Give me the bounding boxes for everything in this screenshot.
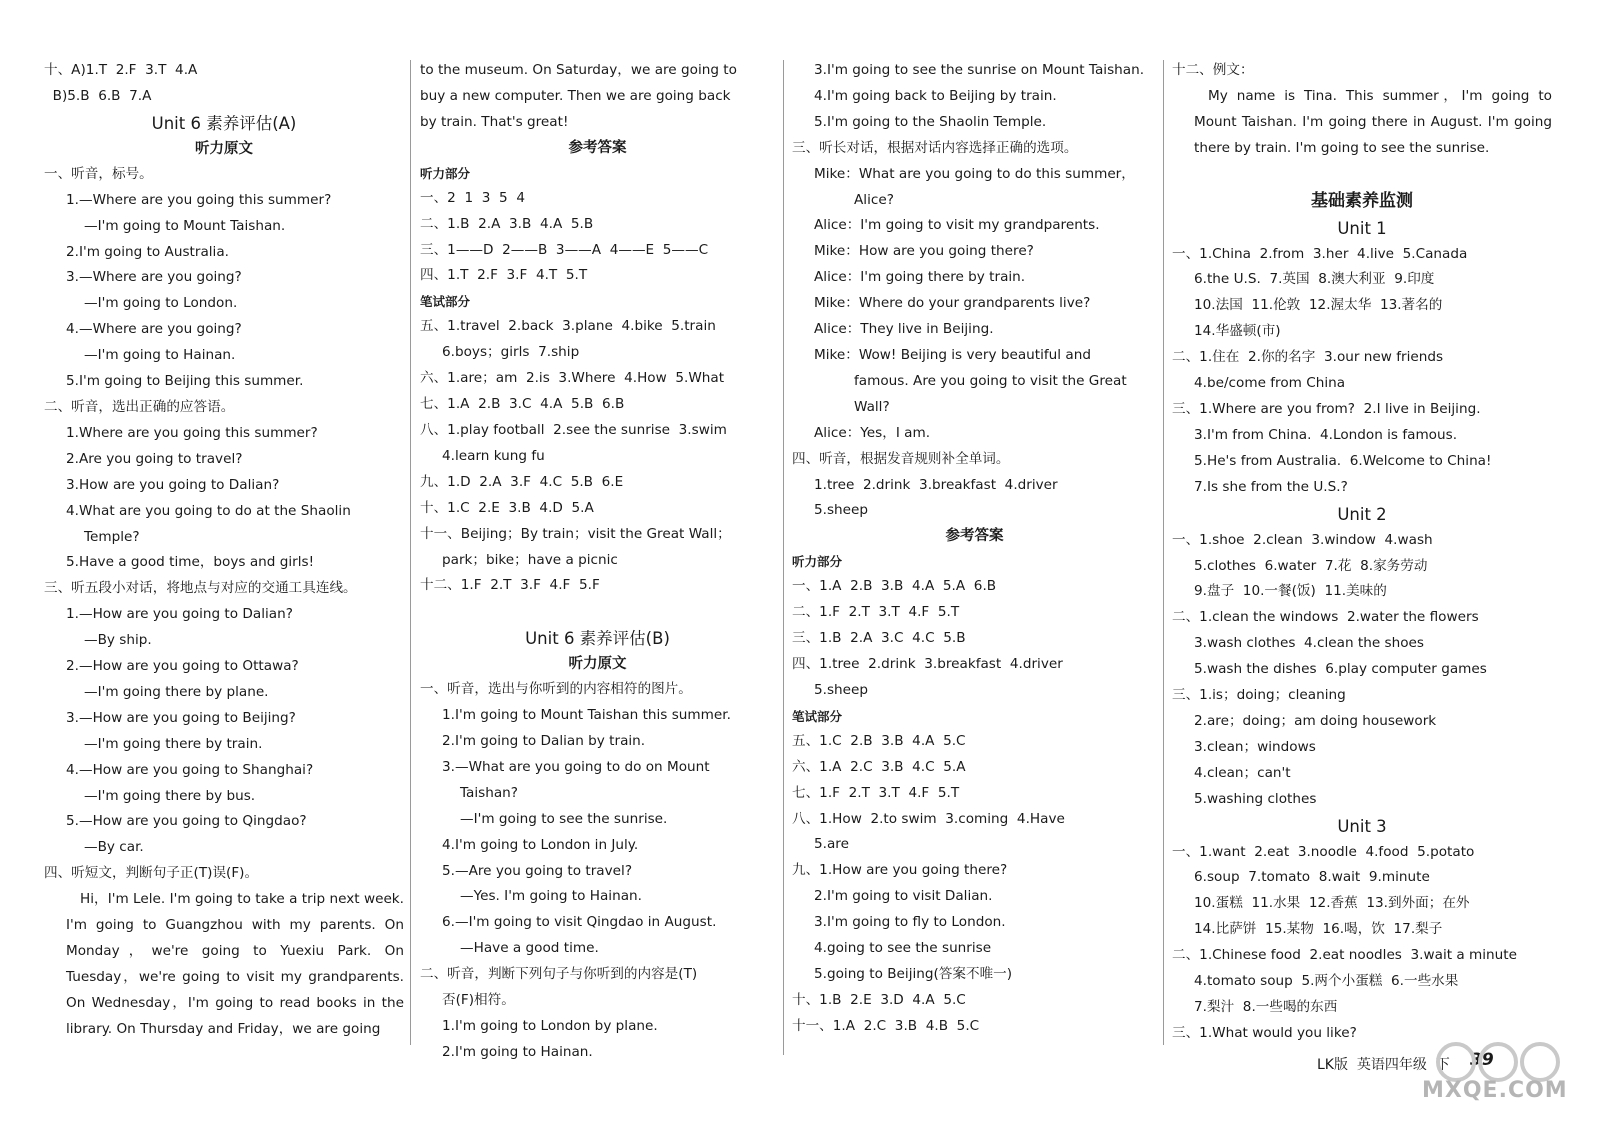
text-line: 14.华盛顿(市)	[1194, 323, 1281, 340]
text-line: Temple?	[84, 528, 140, 545]
text-line: 5.He's from Australia. 6.Welcome to China!	[1194, 452, 1492, 469]
part-label: 听力部分	[792, 554, 843, 570]
text-line: 否(F)相符。	[442, 992, 515, 1009]
text-line: 2.—How are you going to Ottawa?	[66, 658, 299, 675]
text-line: 三、1.Where are you from? 2.I live in Beijing.	[1172, 400, 1481, 417]
text-line: 六、1.are；am 2.is 3.Where 4.How 5.What	[420, 370, 725, 387]
text-line: 一、听音，选出与你听到的内容相符的图片。	[420, 681, 692, 698]
text-line: 三、1.is；doing；cleaning	[1172, 687, 1346, 704]
text-line: 1.Where are you going this summer?	[66, 424, 318, 441]
text-line: 6.soup 7.tomato 8.wait 9.minute	[1194, 869, 1430, 886]
text-line: 四、1.tree 2.drink 3.breakfast 4.driver	[792, 656, 1063, 673]
text-line: 三、听五段小对话，将地点与对应的交通工具连线。	[44, 580, 357, 597]
text-line: 5.sheep	[814, 502, 869, 519]
text-line: 1.—Where are you going this summer?	[66, 191, 332, 208]
column-1	[44, 58, 404, 1043]
text-line: 一、1.China 2.from 3.her 4.live 5.Canada	[1172, 245, 1468, 262]
text-line: buy a new computer. Then we are going back	[420, 87, 731, 104]
text-line: 七、1.F 2.T 3.T 4.F 5.T	[792, 784, 960, 801]
part-label: 笔试部分	[792, 708, 843, 724]
text-line: —I'm going to Mount Taishan.	[84, 217, 286, 234]
text-line: 十、1.B 2.E 3.D 4.A 5.C	[792, 991, 966, 1008]
text-line: 二、1.Chinese food 2.eat noodles 3.wait a minute	[1172, 947, 1517, 964]
page-number: 39	[1470, 1050, 1494, 1070]
text-line: 十二、1.F 2.T 3.F 4.F 5.F	[420, 577, 600, 594]
text-line: 二、1.F 2.T 3.T 4.F 5.T	[792, 604, 960, 621]
text-line: Alice：I'm going there by train.	[814, 269, 1026, 286]
text-line: 十一、Beijing；By train；visit the Great Wall；	[420, 525, 731, 542]
text-line: 1.tree 2.drink 3.breakfast 4.driver	[814, 476, 1058, 493]
text-line: Alice：They live in Beijing.	[814, 321, 994, 338]
text-line: 3.clean；windows	[1194, 738, 1316, 755]
text-line: 一、2 1 3 5 4	[420, 189, 525, 206]
text-line: 5.clothes 6.water 7.花 8.家务劳动	[1194, 557, 1428, 574]
text-line: 二、1.clean the windows 2.water the flowers	[1172, 609, 1479, 626]
text-line: 三、1.B 2.A 3.C 4.C 5.B	[792, 630, 966, 647]
section-title: 基础素养监测	[1311, 190, 1413, 211]
text-line: 4.—How are you going to Shanghai?	[66, 761, 314, 778]
unit-heading: Unit 6 素养评估(A)	[151, 113, 297, 133]
text-line: 一、听音，标号。	[44, 165, 153, 182]
text-line: 4.be/come from China	[1194, 375, 1346, 392]
text-line: 九、1.How are you going there?	[792, 862, 1008, 879]
section-heading: 参考答案	[945, 528, 1004, 545]
unit-heading: Unit 2	[1337, 504, 1387, 524]
text-line: 4.I'm going to London in July.	[442, 836, 639, 853]
text-line: —I'm going there by train.	[84, 735, 263, 752]
text-line: 5.going to Beijing(答案不唯一)	[814, 966, 1013, 982]
text-line: Mike：Wow! Beijing is very beautiful and	[814, 346, 1091, 363]
text-line: 4.tomato soup 5.两个小蛋糕 6.一些水果	[1194, 973, 1459, 990]
section-heading: 听力原文	[568, 656, 627, 673]
text-line: to the museum. On Saturday，we are going to	[420, 62, 737, 78]
text-line: B)5.B 6.B 7.A	[44, 87, 152, 104]
text-line: 3.I'm going to see the sunrise on Mount Taishan.	[814, 62, 1145, 78]
text-line: 9.盘子 10.一餐(饭) 11.美味的	[1194, 583, 1387, 600]
text-line: 一、1.want 2.eat 3.noodle 4.food 5.potato	[1172, 843, 1475, 860]
text-line: 4.—Where are you going?	[66, 321, 242, 338]
text-line: 5.—Are you going to travel?	[442, 862, 633, 879]
column-divider	[783, 60, 784, 1055]
text-line: 5.sheep	[814, 681, 869, 698]
text-line	[1172, 162, 1552, 188]
text-line: famous. Are you going to visit the Great	[854, 372, 1127, 389]
text-line: 4.going to see the sunrise	[814, 940, 992, 957]
unit-heading: Unit 3	[1337, 816, 1387, 836]
text-line: —I'm going to London.	[84, 295, 238, 312]
text-line: 五、1.travel 2.back 3.plane 4.bike 5.train	[420, 318, 716, 335]
text-line: 4.What are you going to do at the Shaolin	[66, 502, 351, 519]
text-line: 5.I'm going to Beijing this summer.	[66, 373, 304, 390]
text-line: 二、1.B 2.A 3.B 4.A 5.B	[420, 215, 594, 232]
column-divider	[410, 60, 411, 1045]
text-line: 2.Are you going to travel?	[66, 450, 243, 467]
watermark-text: MXQE.COM	[1422, 1078, 1568, 1103]
text-line: 5.Have a good time，boys and girls!	[66, 554, 315, 571]
text-line: 十二、例文：	[1172, 62, 1254, 78]
text-line: 五、1.C 2.B 3.B 4.A 5.C	[792, 732, 966, 749]
text-line: 1.I'm going to Mount Taishan this summer.	[442, 707, 731, 724]
text-line: 2.are；doing；am doing housework	[1194, 712, 1437, 729]
text-line: 3.—What are you going to do on Mount	[442, 758, 710, 775]
text-line: 六、1.A 2.C 3.B 4.C 5.A	[792, 758, 966, 775]
text-line: Mike：How are you going there?	[814, 243, 1034, 260]
section-heading: 参考答案	[568, 139, 627, 156]
text-line: —By ship.	[84, 632, 152, 649]
text-line: 5.—How are you going to Qingdao?	[66, 813, 307, 830]
text-line: 十、A)1.T 2.F 3.T 4.A	[44, 62, 198, 78]
text-line: 十、1.C 2.E 3.B 4.D 5.A	[420, 499, 594, 516]
text-line: 2.I'm going to Australia.	[66, 243, 229, 260]
text-line: 6.the U.S. 7.英国 8.澳大利亚 9.印度	[1194, 271, 1435, 288]
text-line: 三、1——D 2——B 3——A 4——E 5——C	[420, 241, 709, 258]
text-line: —I'm going to Hainan.	[84, 347, 236, 364]
text-line: 4.clean；can't	[1194, 764, 1291, 781]
part-label: 听力部分	[420, 165, 471, 181]
paragraph: My name is Tina. This summer，I'm going to Mount Taishan. I'm going there in August. I'm going there by train. I'm going to see the sunrise.	[1194, 87, 1552, 156]
text-line: Alice：I'm going to visit my grandparents.	[814, 217, 1100, 234]
text-line: Mike：Where do your grandparents live?	[814, 295, 1091, 312]
text-line: —I'm going there by plane.	[84, 683, 269, 700]
text-line: —I'm going to see the sunrise.	[460, 810, 668, 827]
text-line: 二、1.住在 2.你的名字 3.our new friends	[1172, 349, 1444, 366]
column-divider	[1163, 60, 1164, 1045]
part-label: 笔试部分	[420, 294, 471, 310]
unit-heading: Unit 1	[1337, 218, 1387, 238]
text-line: 5.are	[814, 836, 849, 853]
text-line: 2.I'm going to visit Dalian.	[814, 888, 993, 905]
text-line: 3.—How are you going to Beijing?	[66, 709, 296, 726]
text-line: 一、1.shoe 2.clean 3.window 4.wash	[1172, 531, 1433, 548]
text-line: 1.I'm going to London by plane.	[442, 1018, 658, 1034]
text-line: 七、1.A 2.B 3.C 4.A 5.B 6.B	[420, 396, 625, 413]
text-line: 4.learn kung fu	[442, 447, 545, 464]
text-line: 十一、1.A 2.C 3.B 4.B 5.C	[792, 1017, 980, 1034]
text-line: 一、1.A 2.B 3.B 4.A 5.A 6.B	[792, 578, 997, 595]
text-line: —I'm going there by bus.	[84, 787, 256, 804]
text-line: by train. That's great!	[420, 113, 569, 130]
text-line: 三、1.What would you like?	[1172, 1024, 1357, 1041]
text-line: —Yes. I'm going to Hainan.	[460, 888, 642, 905]
text-line: 5.washing clothes	[1194, 790, 1317, 807]
unit-heading: Unit 6 素养评估(B)	[525, 629, 670, 649]
text-line: 5.I'm going to the Shaolin Temple.	[814, 113, 1047, 130]
text-line: 4.I'm going back to Beijing by train.	[814, 87, 1057, 104]
text-line: 三、听长对话，根据对话内容选择正确的选项。	[792, 139, 1078, 156]
text-line: 7.梨汁 8.一些喝的东西	[1194, 999, 1338, 1015]
text-line: 7.Is she from the U.S.?	[1194, 478, 1348, 495]
column-4	[1172, 58, 1552, 1047]
section-heading: 听力原文	[195, 140, 253, 157]
text-line: 3.How are you going to Dalian?	[66, 476, 280, 493]
text-line: 二、听音，选出正确的应答语。	[44, 398, 235, 415]
text-line: 3.I'm going to fly to London.	[814, 914, 1006, 931]
text-line: 四、听短文，判断句子正(T)误(F)。	[44, 865, 259, 882]
column-3	[792, 58, 1157, 1040]
text-line: 6.boys；girls 7.ship	[442, 344, 580, 361]
text-line: 2.I'm going to Hainan.	[442, 1043, 593, 1060]
text-line: 1.—How are you going to Dalian?	[66, 606, 293, 623]
text-line: 10.蛋糕 11.水果 12.香蕉 13.到外面；在外	[1194, 895, 1470, 912]
text-line: Taishan?	[460, 784, 519, 801]
text-line: 八、1.play football 2.see the sunrise 3.swim	[420, 421, 727, 438]
text-line	[420, 599, 775, 625]
text-line: park；bike；have a picnic	[442, 551, 618, 568]
text-line: 3.—Where are you going?	[66, 269, 242, 286]
text-line: 6.—I'm going to visit Qingdao in August.	[442, 914, 717, 931]
text-line: 九、1.D 2.A 3.F 4.C 5.B 6.E	[420, 473, 624, 490]
text-line: 3.I'm from China. 4.London is famous.	[1194, 426, 1458, 443]
text-line: 14.比萨饼 15.某物 16.喝，饮 17.梨子	[1194, 921, 1443, 938]
text-line: 四、听音，根据发音规则补全单词。	[792, 450, 1010, 467]
text-line: 5.wash the dishes 6.play computer games	[1194, 661, 1487, 678]
text-line: —By car.	[84, 839, 144, 856]
text-line: Mike：What are you going to do this summer，	[814, 165, 1135, 182]
text-line: —Have a good time.	[460, 940, 599, 957]
text-line: Wall?	[854, 398, 890, 415]
edition-label: LK版 英语四年级 下	[1317, 1057, 1450, 1073]
text-line: Alice：Yes，I am.	[814, 424, 931, 441]
text-line: 八、1.How 2.to swim 3.coming 4.Have	[792, 810, 1065, 827]
paragraph: Hi，I'm Lele. I'm going to take a trip next week. I'm going to Guangzhou with my parents. On Monday，we're going to Yuexiu Park. On Tuesday，we're going to visit my grandparents. On Wednesday，I'm going to read books in the library. On Thursday and Friday，we are going	[66, 891, 404, 1037]
text-line: 二、听音，判断下列句子与你听到的内容是(T)	[420, 966, 698, 983]
text-line: 3.wash clothes 4.clean the shoes	[1194, 635, 1424, 652]
column-2	[420, 58, 775, 1066]
text-line: 2.I'm going to Dalian by train.	[442, 733, 646, 750]
text-line: 四、1.T 2.F 3.F 4.T 5.T	[420, 267, 588, 284]
text-line: Alice?	[854, 191, 894, 208]
text-line: 10.法国 11.伦敦 12.渥太华 13.著名的	[1194, 297, 1443, 314]
